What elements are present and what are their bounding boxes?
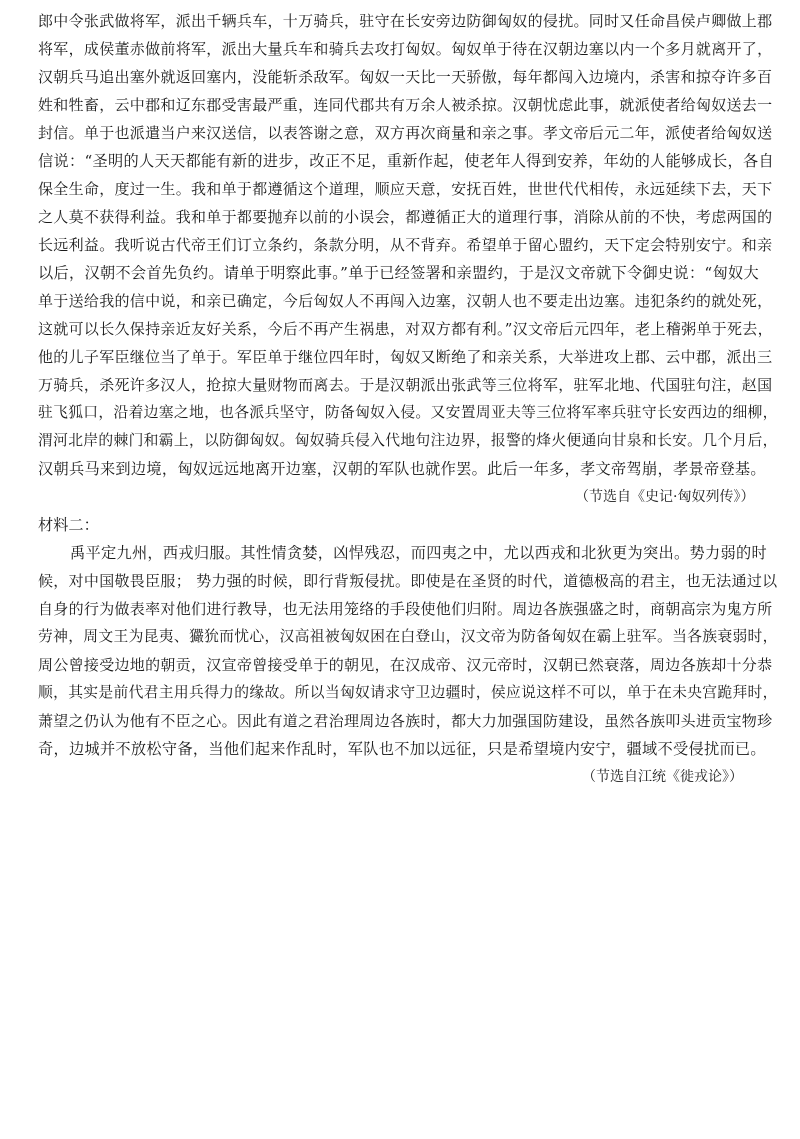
text-line: 自身的行为做表率对他们进行教导，也无法用笼络的手段使他们归附。周边各族强盛之时，商朝高宗为鬼方所: [38, 600, 773, 618]
text-line: 信说：“圣明的人天天都能有新的进步，改正不足，重新作起，使老年人得到安养，年幼的人能够成长，各自: [38, 152, 774, 170]
text-line: 奇，边城并不放松守备，当他们起来作乱时，军队也不加以远征，只是希望境内安宁，疆域不受侵扰而已。: [38, 740, 766, 758]
text-line: 郎中令张武做将军，派出千辆兵车，十万骑兵，驻守在长安旁边防御匈奴的侵扰。同时又任命昌侯卢卿做上郡: [38, 12, 773, 30]
source-citation: （节选自江统《徙戎论》）: [582, 769, 743, 785]
text-line: 汉朝兵马追出塞外就返回塞内，没能斩杀敌军。匈奴一天比一天骄傲，每年都闯入边境内，杀害和掠夺许多百: [38, 68, 773, 86]
text-line: 汉朝兵马来到边境，匈奴远远地离开边塞，汉朝的军队也就作罢。此后一年多，孝文帝驾崩，孝景帝登基。: [38, 460, 766, 478]
text-line: 将军，成侯董赤做前将军，派出大量兵车和骑兵去攻打匈奴。匈奴单于待在汉朝边塞以内一个多月就离开了，: [38, 40, 773, 58]
text-line: 萧望之仍认为他有不臣之心。因此有道之君治理周边各族时，都大力加强国防建设，虽然各族叩头进贡宝物珍: [38, 712, 773, 730]
text-line: 万骑兵，杀死许多汉人，抢掠大量财物而离去。于是汉朝派出张武等三位将军，驻军北地、代国驻句注，赵国: [38, 376, 773, 394]
text-line: 长远利益。我听说古代帝王们订立条约，条款分明，从不背弃。希望单于留心盟约，天下定会特别安宁。和亲: [38, 236, 773, 254]
text-line: 姓和牲畜，云中郡和辽东郡受害最严重，连同代郡共有万余人被杀掠。汉朝忧虑此事，就派使者给匈奴送去一: [38, 96, 773, 114]
text-line: 驻飞狐口，沿着边塞之地，也各派兵坚守，防备匈奴入侵。又安置周亚夫等三位将军率兵驻守长安西边的细柳，: [38, 404, 778, 421]
text-line: 劳神，周文王为昆夷、玁狁而忧心，汉高祖被匈奴困在白登山，汉文帝为防备匈奴在霸上驻军。当各族衰弱时，: [38, 628, 778, 645]
text-line: 以后，汉朝不会首先负约。请单于明察此事。”单于已经签署和亲盟约，于是汉文帝就下令御史说：“匈奴大: [38, 264, 759, 282]
text-line: 他的儿子军臣继位当了单于。军臣单于继位四年时，匈奴又断绝了和亲关系，大举进攻上郡、云中郡，派出三: [38, 348, 773, 366]
text-line: 之人莫不获得利益。我和单于都要抛弃以前的小误会，都遵循正大的道理行事，消除从前的不快，考虑两国的: [38, 208, 773, 226]
text-line: 这就可以长久保持亲近友好关系，今后不再产生祸患，对双方都有利。”汉文帝后元四年，老上稽粥单于死去，: [38, 320, 773, 338]
text-line: 封信。单于也派遣当户来汉送信，以表答谢之意，双方再次商量和亲之事。孝文帝后元二年，派使者给匈奴送: [38, 124, 773, 142]
text-line: 禹平定九州，西戎归服。其性情贪婪，凶悍残忍，而四夷之中，尤以西戎和北狄更为突出。势力弱的时: [70, 544, 767, 562]
text-line: 渭河北岸的棘门和霸上，以防御匈奴。匈奴骑兵侵入代地句注边界，报警的烽火便通向甘泉和长安。几个月后，: [38, 432, 778, 449]
text-line: 单于送给我的信中说，和亲已确定，今后匈奴人不再闯入边塞，汉朝人也不要走出边塞。违犯条约的就处死，: [38, 292, 773, 310]
section-label: 材料二：: [38, 516, 99, 534]
source-citation: （节选自《史记·匈奴列传》）: [575, 489, 755, 505]
text-line: 周公曾接受边地的朝贡，汉宣帝曾接受单于的朝见，在汉成帝、汉元帝时，汉朝已然衰落，周边各族却十分恭: [38, 656, 773, 674]
text-line: 顺，其实是前代君主用兵得力的缘故。所以当匈奴请求守卫边疆时，侯应说这样不可以，单于在未央宫跪拜时，: [38, 684, 778, 701]
text-line: 保全生命，度过一生。我和单于都遵循这个道理，顺应天意，安抚百姓，世世代代相传，永远延续下去，天下: [38, 180, 773, 198]
text-line: 候，对中国敬畏臣服； 势力强的时候，即行背叛侵扰。即使是在圣贤的时代，道德极高的君主，也无法通过以: [38, 572, 778, 590]
